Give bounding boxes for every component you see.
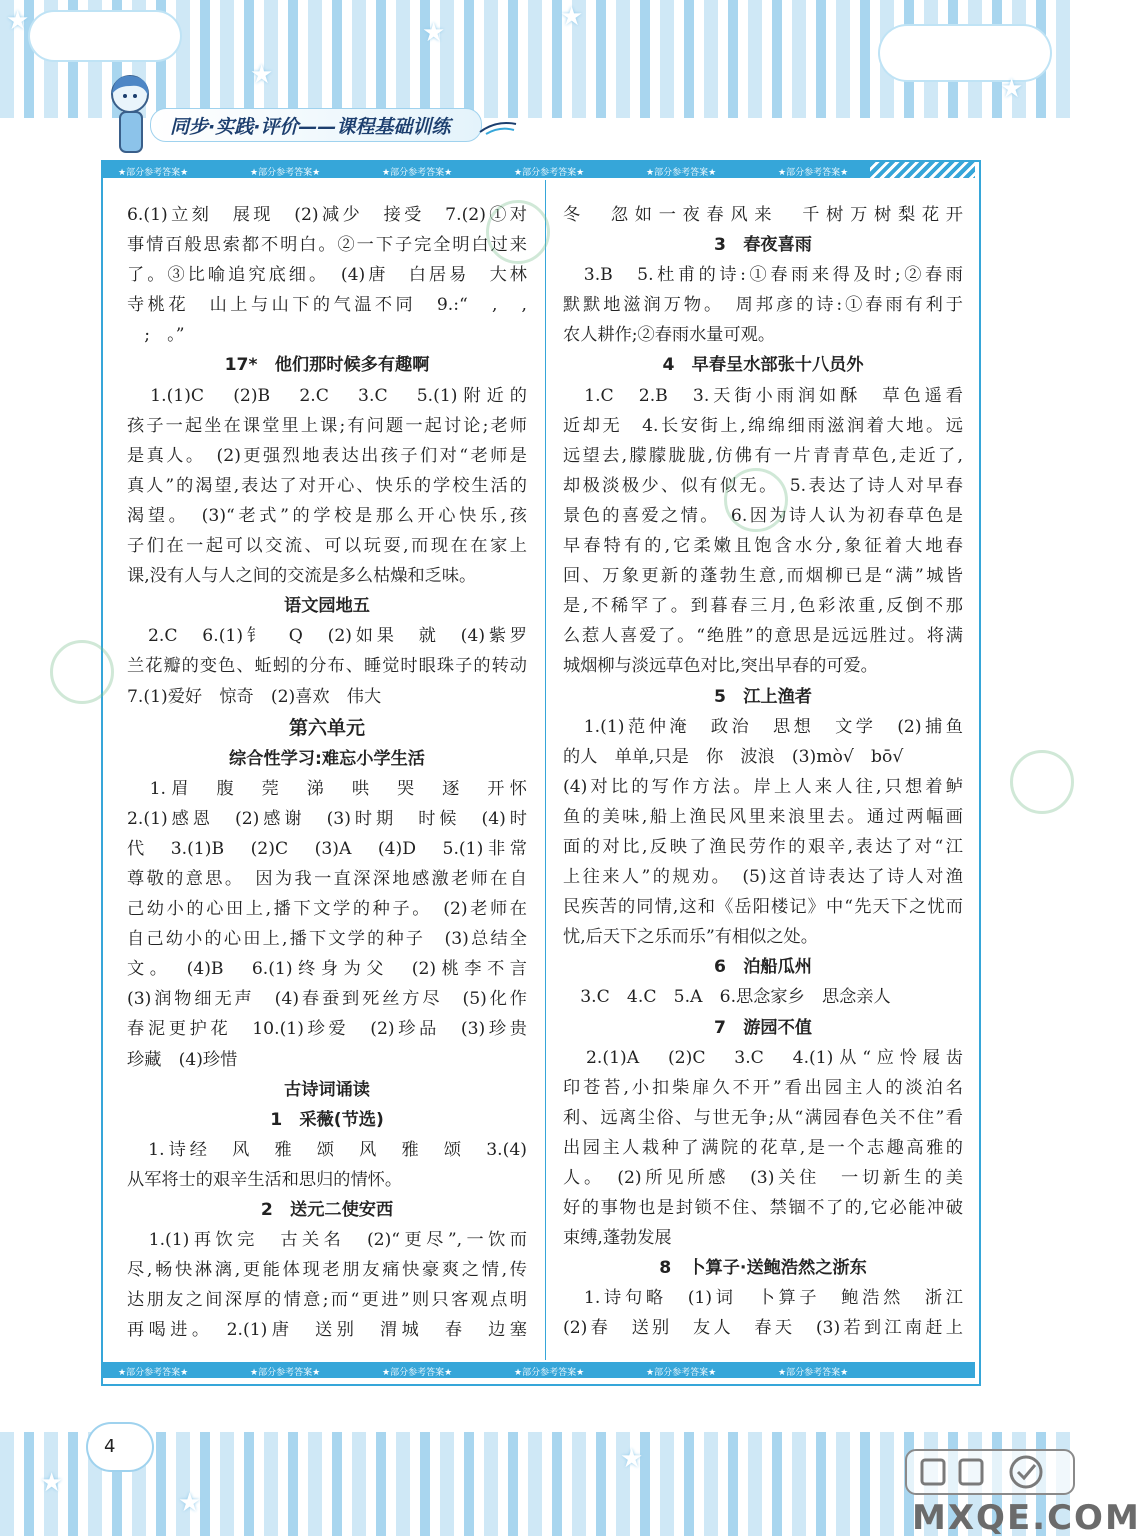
answer-line: 鱼的美味,船上渔民风里来浪里去。通过两幅画 xyxy=(563,806,963,827)
answer-line: 寺桃花 山上与山下的气温不同 9.:“ , , xyxy=(127,295,527,316)
answer-line: 课,没有人与人之间的交流是多么枯燥和乏味。 xyxy=(127,566,477,587)
answer-line: ; 。” xyxy=(127,325,185,346)
answer-line: 城烟柳与淡远草色对比,突出早春的可爱。 xyxy=(563,656,878,677)
lesson-heading: 综合性学习:难忘小学生活 xyxy=(229,748,425,769)
column-divider xyxy=(545,180,546,1360)
section-tag: ★部分参考答案★ xyxy=(514,168,585,178)
star-icon: ★ xyxy=(250,60,274,90)
answer-line: 代 3.(1)B (2)C (3)A (4)D 5.(1)非常 xyxy=(127,838,527,859)
answer-line: 1.(1)范仲淹 政治 思想 文学 (2)捕鱼 xyxy=(563,716,963,737)
answer-line: 远望去,朦朦胧胧,仿佛有一片青青草色,走近了, xyxy=(563,445,963,466)
answer-line: 出园主人栽种了满院的花草,是一个志趣高雅的 xyxy=(563,1137,963,1158)
section-tag: ★部分参考答案★ xyxy=(382,1368,453,1378)
answer-line: 束缚,蓬勃发展 xyxy=(563,1228,672,1249)
answer-line: 人。 (2)所见所感 (3)关住 一切新生的美 xyxy=(563,1168,963,1188)
lesson-heading: 3 春夜喜雨 xyxy=(714,235,812,256)
lesson-heading: 7 游园不值 xyxy=(714,1017,812,1038)
lesson-heading: 5 江上渔者 xyxy=(714,686,812,707)
section-tag: ★部分参考答案★ xyxy=(778,168,849,178)
unit-heading: 第六单元 xyxy=(288,716,365,739)
answer-line: 子们在一起可以交流、可以玩耍,而现在在家上 xyxy=(127,536,527,557)
lesson-heading: 17* 他们那时候多有趣啊 xyxy=(224,355,430,376)
publisher-watermark-icon xyxy=(1010,750,1074,814)
answer-line: (4)对比的写作方法。岸上人来人往,只想着鲈 xyxy=(563,776,963,797)
answer-line: 回、万象更新的蓬勃生意,而烟柳已是“满”城皆 xyxy=(563,566,963,587)
section-tag: ★部分参考答案★ xyxy=(646,168,717,178)
answer-line: 兰花瓣的变色、蚯蚓的分布、睡觉时眼珠子的转动 xyxy=(127,656,527,677)
star-icon: ★ xyxy=(1000,74,1024,104)
right-answer-column xyxy=(563,200,963,1344)
lesson-heading: 4 早春呈水部张十八员外 xyxy=(662,355,864,376)
answer-line: 冬 忽如一夜春风来 千树万树梨花开 xyxy=(563,205,963,225)
answer-line: 真人”的渴望,表达了对开心、快乐的学校生活的 xyxy=(127,475,527,496)
answer-line: 尊敬的意思。 因为我一直深深地感激老师在自 xyxy=(127,868,527,889)
page-number-cloud xyxy=(88,1424,152,1470)
answer-line: 春泥更护花 10.(1)珍爱 (2)珍品 (3)珍贵 xyxy=(127,1019,527,1040)
star-icon: ★ xyxy=(620,1444,644,1474)
publisher-watermark-icon xyxy=(724,468,788,532)
lesson-heading: 古诗词诵读 xyxy=(284,1079,370,1100)
lesson-heading: 6 泊船瓜州 xyxy=(714,957,812,978)
answer-line: 景色的喜爱之情。 6.因为诗人认为初春草色是 xyxy=(563,505,963,526)
answer-line: 尽,畅快淋漓,更能体现老朋友痛快豪爽之情,传 xyxy=(127,1260,527,1281)
answer-line: 达朋友之间深厚的情意;而“更进”则只客观点明 xyxy=(127,1290,527,1311)
hatch-decoration xyxy=(870,162,975,178)
answer-line: 1.(1)再饮完 古关名 (2)“更尽”,一饮而 xyxy=(127,1230,527,1251)
star-icon: ★ xyxy=(422,18,446,48)
answer-line: 7.(1)爱好 惊奇 (2)喜欢 伟大 xyxy=(127,686,382,707)
answer-line: 3.C 4.C 5.A 6.思念家乡 思念亲人 xyxy=(563,987,891,1008)
answer-line: 孩子一起坐在课堂里上课;有问题一起讨论;老师 xyxy=(127,415,527,436)
section-tag: ★部分参考答案★ xyxy=(250,1368,321,1378)
answer-line: 是真人。 (2)更强烈地表达出孩子们对“老师是 xyxy=(127,445,527,466)
answer-line: 从军将士的艰辛生活和思归的情怀。 xyxy=(127,1169,403,1190)
star-icon: ★ xyxy=(560,2,584,32)
answer-line: 是,不稀罕了。到暮春三月,色彩浓重,反倒不那 xyxy=(563,596,963,617)
answer-line: 6.(1)立刻 展现 (2)减少 接受 7.(2)①对 xyxy=(127,205,527,225)
answer-line: 好的事物也是封锁不住、禁锢不了的,它必能冲破 xyxy=(563,1198,963,1219)
answer-line: 却极淡极少、似有似无。 5.表达了诗人对早春 xyxy=(563,475,963,496)
answer-line: 民疾苦的同情,这和《岳阳楼记》中“先天下之忧而 xyxy=(563,897,963,918)
lesson-heading: 8 卜算子·送鲍浩然之浙东 xyxy=(659,1258,867,1279)
answer-line: 2.(1)感恩 (2)感谢 (3)时期 时候 (4)时 xyxy=(127,808,527,829)
star-icon: ★ xyxy=(40,1468,64,1498)
publisher-watermark-icon xyxy=(486,200,550,264)
answer-line: 农人耕作;②春雨水量可观。 xyxy=(563,325,776,346)
answer-line: 2.C 6.(1)钅 Q (2)如果 就 (4)紫罗 xyxy=(127,626,527,647)
answer-line: 了。③比喻追究底细。 (4)唐 白居易 大林 xyxy=(127,265,527,286)
answer-line: 印苍苔,小扣柴扉久不开”看出园主人的淡泊名 xyxy=(563,1077,963,1098)
cloud-decoration xyxy=(880,26,1050,80)
answer-line: 忧,后天下之乐而乐”有相似之处。 xyxy=(563,927,818,948)
answer-line: 文。 (4)B 6.(1)终身为父 (2)桃李不言 xyxy=(127,959,527,980)
cloud-decoration xyxy=(30,12,180,60)
publisher-watermark-icon xyxy=(50,640,114,704)
answer-line: 己幼小的心田上,播下文学的种子。 (2)老师在 xyxy=(127,899,527,920)
answer-line: 早春特有的,它柔嫩且饱含水分,象征着大地春 xyxy=(563,536,963,557)
answer-line: 再喝进。 2.(1)唐 送别 渭城 春 边塞 xyxy=(127,1320,527,1341)
section-tag: ★部分参考答案★ xyxy=(382,168,453,178)
lesson-heading: 2 送元二使安西 xyxy=(260,1200,394,1220)
page-number: 4 xyxy=(104,1436,116,1457)
answer-line: 自己幼小的心田上,播下文学的种子 (3)总结全 xyxy=(127,929,527,950)
answer-line: (2)春 送别 友人 春天 (3)若到江南赶上 xyxy=(563,1318,963,1339)
header-title: 同步·实践·评价——课程基础训练 xyxy=(170,116,451,138)
star-icon: ★ xyxy=(6,6,30,36)
section-tag: ★部分参考答案★ xyxy=(646,1368,717,1378)
section-tag: ★部分参考答案★ xyxy=(118,168,189,178)
answer-line: 1.诗经 风 雅 颂 风 雅 颂 3.(4) xyxy=(127,1139,527,1160)
answer-line: 1.(1)C (2)B 2.C 3.C 5.(1)附近的 xyxy=(127,385,527,406)
lesson-heading: 语文园地五 xyxy=(284,596,370,617)
left-answer-column xyxy=(127,200,527,1345)
section-tag: ★部分参考答案★ xyxy=(778,1368,849,1378)
section-tag: ★部分参考答案★ xyxy=(250,168,321,178)
answer-line: 默默地滋润万物。 周邦彦的诗:①春雨有利于 xyxy=(563,295,963,316)
answer-line: 利、远离尘俗、与世无争;从“满园春色关不住”看 xyxy=(563,1107,963,1128)
answer-line: 事情百般思索都不明白。②一下子完全明白过来 xyxy=(127,235,527,256)
answer-line: (3)润物细无声 (4)春蚕到死丝方尽 (5)化作 xyxy=(127,989,527,1010)
answer-line: 近却无 4.长安街上,绵绵细雨滋润着大地。远 xyxy=(563,415,963,436)
answer-line: 珍藏 (4)珍惜 xyxy=(127,1049,238,1070)
swish-decoration xyxy=(478,118,518,136)
answer-line: 么惹人喜爱了。“绝胜”的意思是远远胜过。将满 xyxy=(563,626,963,647)
answer-line: 面的对比,反映了渔民劳作的艰辛,表达了对“江 xyxy=(563,836,963,857)
answer-line: 的人 单单,只是 你 波浪 (3)mò√ bō√ xyxy=(563,746,904,767)
answer-line: 1.眉 腹 莞 涕 哄 哭 逐 开怀 xyxy=(127,778,527,799)
answer-line: 1.诗句略 (1)词 卜算子 鲍浩然 浙江 xyxy=(563,1288,963,1309)
lesson-heading: 1 采薇(节选) xyxy=(270,1109,384,1130)
answer-line: 上往来人”的规劝。 (5)这首诗表达了诗人对渔 xyxy=(563,867,963,888)
site-logo-text: MXQE.COM xyxy=(912,1498,1141,1538)
cartoon-girl-icon xyxy=(104,72,158,162)
answer-line: 1.C 2.B 3.天街小雨润如酥 草色遥看 xyxy=(563,385,963,406)
section-tag: ★部分参考答案★ xyxy=(514,1368,585,1378)
answer-line: 渴望。 (3)“老式”的学校是那么开心快乐,孩 xyxy=(127,505,527,526)
section-tag: ★部分参考答案★ xyxy=(118,1368,189,1378)
answer-line: 2.(1)A (2)C 3.C 4.(1)从“应怜屐齿 xyxy=(563,1047,963,1068)
star-icon: ★ xyxy=(178,1488,202,1518)
answer-line: 3.B 5.杜甫的诗:①春雨来得及时;②春雨 xyxy=(563,265,963,286)
